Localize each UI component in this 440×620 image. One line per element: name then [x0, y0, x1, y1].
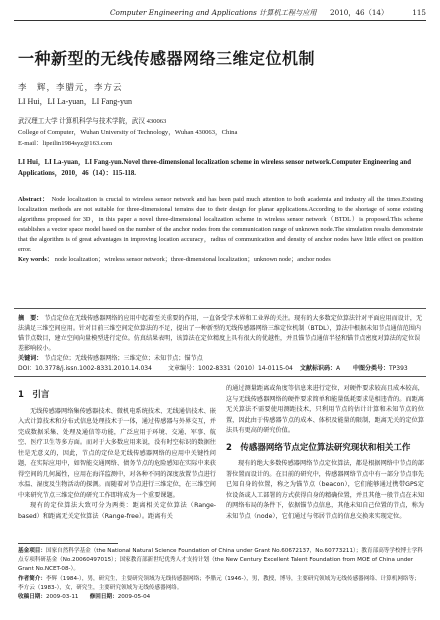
abstract-english — [18, 195, 423, 265]
keywords-cn-label: 关键词： — [18, 355, 43, 362]
keywords-text: node localization；wireless sensor network；three-dimensional localization；unknown node；anchor nodes — [54, 256, 331, 263]
abstract-text: Node localization is crucial to wireless sensor network and has been paid much attention to both academia and industry all the times.Existing localization methods are not suitable for three-dimensional terrains due to their design for planar applications.According to the shortage of some existing algorithms proposed for 3D，in this paper a novel three-dimensional localization scheme in wireless sensor network（BTDL）is proposed.This scheme establishes a vector space model based on the number of the anchor nodes from the communication range of unknown node.The simulation results demonstrate that the algorithm is of great advantages in improving location accuracy，radius of communication and density of anchor nodes have little effect on position error. — [18, 196, 423, 253]
revised-date: 2009-05-04 — [117, 594, 151, 601]
abstract-cn-label: 摘 要： — [18, 315, 43, 322]
document-code-label: 文献标识码： — [300, 365, 337, 372]
section-1-heading: 1 引言 — [18, 390, 50, 400]
received-date: 2009-03-11 — [45, 594, 79, 601]
author-bio-text: 李辉（1984-），男，研究生，主要研究领域为无线传感器网络；李腊元（1946-），男，教授，博导，主要研究领域为无线传感器网络、计算机网络等；李方云（1983-），女，研究生，主要研究领域为无线传感器网络。 — [18, 575, 420, 591]
fund-note — [18, 547, 423, 575]
fund-text: 国家自然科学基金（the National Natural Science Foundation of China under Grant No.60672137，No.60773211）；教育部高等学校博士学科点专项科研基金（No.20060497015）；国家教育部新世纪优秀人才支持计划（the New Century Excellent Talent Foundation from MOE of China under Grant No.NCET-08-）。 — [18, 548, 423, 573]
author-bio-label: 作者简介： — [18, 575, 46, 582]
keywords-cn-text: 节点定位；无线传感器网络；三维定位；未知节点；锚节点 — [44, 355, 203, 362]
author-email: E-mail：lipeilin1984syz@163.com — [18, 140, 113, 147]
dates — [18, 593, 423, 602]
footnotes — [18, 547, 423, 602]
received-label: 收稿日期： — [18, 594, 46, 601]
section-1-paragraph-1: 无线传感器网络集传感器技术、微机电系统技术、无线通信技术、嵌入式计算技术和分布式信息处理技术于一体，通过传感器与外界交互，并完成数据采集、处理及通信等功能，广泛应用于环境、交通、军事、航空、医疗卫生等多方面。而对于大多数应用来说，没有时空标识的数据往往是无意义的，因此，节点的定位是无线传感器网络的应用中关键性问题，在实际应用中，如智能交通网络、债务节点的危险感知在实际中来获得空间的几何属性，应用在海洋监测中，对各种不同的深度放置节点进行水温、湿度及生物活动的探测。而随着对节点进行三维定位，在三维空间中来研究节点三维定位的研究工作即将成为一个重要课题。 — [18, 407, 216, 499]
section-2-heading: 2 传感器网络节点定位算法研究现状和相关工作 — [226, 442, 411, 453]
document-code — [300, 363, 340, 372]
running-header — [0, 8, 440, 22]
classification-row — [18, 363, 423, 373]
body-column-left — [18, 384, 216, 522]
keywords-label: Key words： — [18, 256, 54, 263]
clc-label: 中图分类号： — [353, 365, 390, 372]
clc-number — [353, 363, 408, 372]
citation-text: LI Hui，LI La-yuan，LI Fang-yun.Novel three-dimensional localization scheme in wireless sensor network.Computer Engineering and Applications，2010，46（14）：115-118. — [18, 159, 411, 177]
author-bio — [18, 575, 423, 593]
doi: DOI：10.3778/j.issn.1002-8331.2010.14.034 — [18, 365, 152, 372]
issue-info: 2010，46（14） — [330, 8, 389, 17]
citation — [18, 157, 423, 179]
affiliation-english: College of Computer，Wuhan University of Technology，Wuhan 430063，China — [18, 129, 238, 136]
clc-value: TP393 — [389, 365, 408, 372]
article-number: 文章编号：1002-8331（2010）14-0115-04 — [168, 365, 293, 372]
section-1-continuation: 的通过测量距离或角度等信息来进行定位，对硬件要求较高且成本较高，这与无线传感器网络的硬件要求简单和能量低耗要求是相违背的。而距离无关算法不需要使用测距技术，只利用节点的估计计算和未知节点的位置，因此由于传感器节点的成本、体积及能量的限制，距离无关的定位算法具有更高的研究价值。 — [226, 385, 424, 434]
journal-name: Computer Engineering and Applications 计算机工程与应用 — [110, 8, 317, 17]
body-column-right — [226, 384, 424, 522]
footnote-rule — [18, 543, 118, 544]
paper-title: 一种新型的无线传感器网络三维定位机制 — [18, 49, 316, 68]
abstract-chinese — [18, 314, 423, 364]
section-2-paragraph-1: 现有的绝大多数传感器网络节点定位算法，都是根据网络中节点的部署位置而设计的。在目前的研究中，传感器网络节点中有一部分节点事先已知自身的位置，称之为锚节点（beacon），它们能够通过携带GPS定位设备或人工部署的方式获得自身的精确位置，并且其他一般节点在未知的网络布局的条件下，依据锚节点信息，其他未知自己位置的节点，称为未知节点（node），它们通过与邻居节点的信息交换来实现定位。 — [226, 460, 424, 520]
abstract-label: Abstract： — [18, 196, 50, 203]
page-number: 115 — [412, 8, 426, 17]
affiliation-chinese: 武汉理工大学 计算机科学与技术学院，武汉 430063 — [18, 118, 167, 125]
abstract-cn-text: 节点定位在无线传感器网络的应用中起着至关重要的作用，一直备受学术界和工业界的关注。现有的大多数定位算法针对平面应用而设计，无法满足三维空间应用。针对目前三维空间定位算法的不足，提出了一种新型的无线传感器网络三维定位机制（BTDL），算法中根据未知节点通信范围内锚节点数目，建立空间向量模型进行定位。仿真结果表明，该算法在定位精度上具有很大的优越性，并且锚节点通信半径和锚节点密度对算法的定位误差影响较小。 — [18, 315, 423, 352]
document-code-value: A — [336, 365, 341, 372]
abstract-divider — [14, 308, 426, 309]
fund-label: 基金项目： — [18, 548, 46, 554]
authors-english: LI Hui，LI La-yuan，LI Fang-yun — [18, 97, 132, 106]
section-1-paragraph-2: 现有的定位算法大致可分为两类：距离相关定位算法（Range-based）和距离无关定位算法（Range-free）。距离有关 — [18, 502, 216, 520]
body-divider — [14, 376, 426, 377]
revised-label: 修回日期： — [89, 594, 118, 601]
header-rule — [14, 20, 426, 21]
authors-chinese: 李 辉，李腊元，李方云 — [18, 83, 123, 93]
